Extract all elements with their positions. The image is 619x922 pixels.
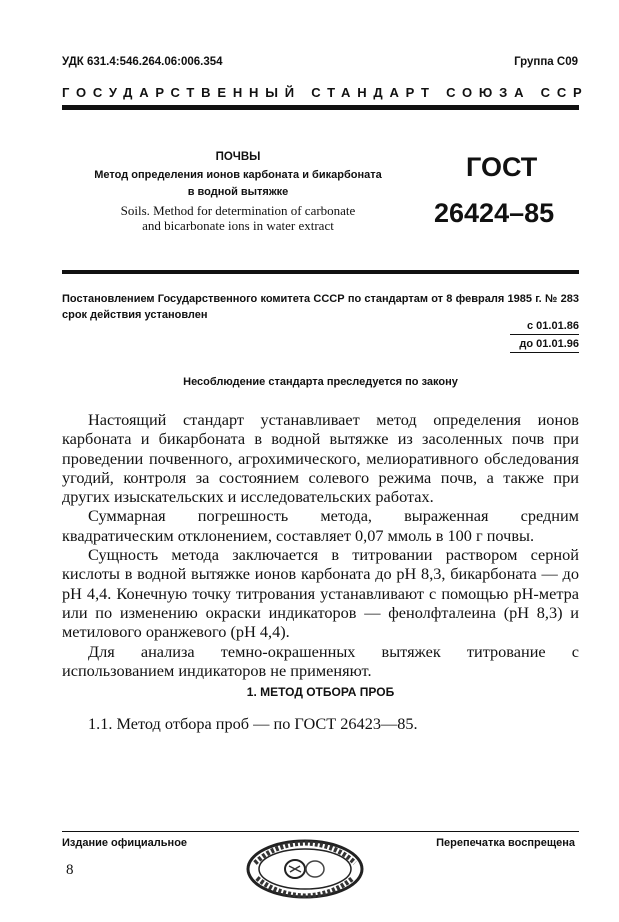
legal-warning: Несоблюдение стандарта преследуется по закону — [183, 376, 458, 388]
effective-from-date: с 01.01.86 — [527, 320, 579, 332]
document-title: ПОЧВЫ — [215, 151, 261, 163]
body-text — [62, 410, 579, 680]
standard-heading: ГОСУДАРСТВЕННЫЙ СТАНДАРТ СОЮЗА ССР — [62, 85, 589, 100]
effective-to-date: до 01.01.96 — [519, 338, 579, 350]
library-stamp — [245, 838, 365, 905]
date-to-underline — [510, 352, 579, 353]
udk-code: УДК 631.4:546.264.06:006.354 — [62, 56, 223, 68]
paragraph-method-essence: Сущность метода заключается в титровании раствором серной кислоты в водной вытяжке ионов карбоната до pH 8,3, бикарбоната — до pH 4,4. Конечную точку титрования устанавливают с помощью pH-метра или по изменению окраски индикаторов — фенолфталеина (pH 8,3) и метилового оранжевого (pH 4,4). — [62, 545, 579, 642]
document-subtitle-line1: Метод определения ионов карбоната и бикарбоната — [94, 169, 382, 181]
middle-rule — [62, 270, 579, 274]
reprint-note: Перепечатка воспрещена — [436, 837, 575, 849]
paragraph-scope: Настоящий стандарт устанавливает метод определения ионов карбоната и бикарбоната в водной вытяжке из засоленных почв при проведении почвенного, агрохимического, мелиоративного обследования угодий, контроля за состоянием солевого режима почв, а также при других изыскательских и исследовательских работах. — [62, 410, 579, 507]
english-title-line2: and bicarbonate ions in water extract — [142, 218, 334, 233]
section-item: 1.1. Метод отбора проб — по ГОСТ 26423—85. — [88, 714, 418, 733]
gost-number: 26424–85 — [434, 198, 555, 228]
group-code: Группа С09 — [514, 56, 578, 68]
top-rule — [62, 105, 579, 110]
page-number: 8 — [66, 862, 74, 878]
date-from-underline — [510, 334, 579, 335]
gost-label: ГОСТ — [466, 152, 538, 182]
edition-note: Издание официальное — [62, 837, 188, 849]
bottom-rule — [62, 831, 579, 832]
decree-text: Постановлением Государственного комитета СССР по стандартам от 8 февраля 1985 г. № 283 срок действия установлен — [62, 293, 579, 321]
section-heading: 1. МЕТОД ОТБОРА ПРОБ — [246, 685, 395, 699]
paragraph-accuracy: Суммарная погрешность метода, выраженная средним квадратическим отклонением, составляет 0,07 ммоль в 100 г почвы. — [62, 506, 579, 545]
paragraph-dark-extracts: Для анализа темно-окрашенных вытяжек титрование с использованием индикаторов не применяют. — [62, 641, 579, 680]
english-title-line1: Soils. Method for determination of carbonate — [120, 203, 356, 218]
document-subtitle-line2: в водной вытяжке — [187, 186, 289, 198]
